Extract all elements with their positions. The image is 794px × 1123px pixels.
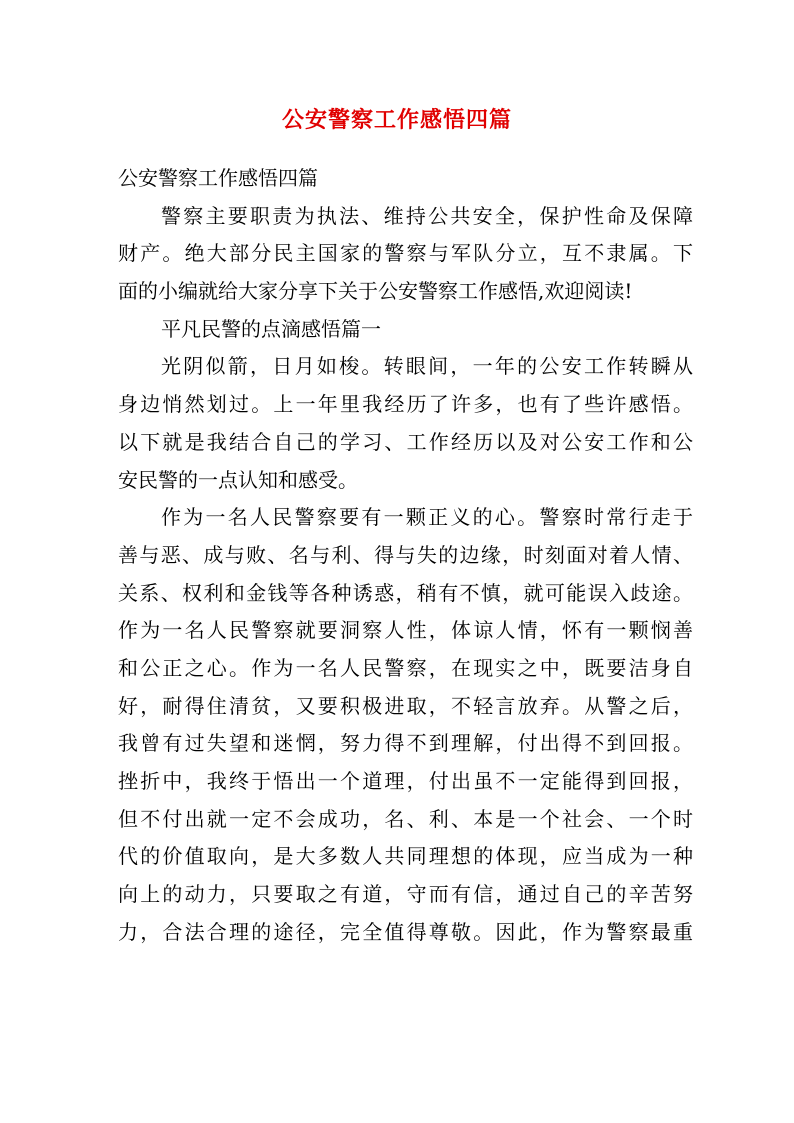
text-line: 好，耐得住清贫，又要积极进取，不轻言放弃。从警之后，: [118, 693, 693, 718]
text-line: 代的价值取向，是大多数人共同理想的体现，应当成为一种: [118, 844, 693, 869]
text-line: 向上的动力，只要取之有道，守而有信，通过自己的辛苦努: [118, 882, 693, 907]
text-line: 关系、权利和金钱等各种诱惑，稍有不慎，就可能误入歧途。: [118, 580, 693, 605]
text-line: 财产。绝大部分民主国家的警察与军队分立，互不隶属。下: [118, 241, 693, 266]
text-line: 善与恶、成与败、名与利、得与失的边缘，时刻面对着人情、: [118, 542, 693, 567]
text-line: 身边悄然划过。上一年里我经历了许多，也有了些许感悟。: [118, 392, 693, 417]
subtitle-line: 公安警察工作感悟四篇: [118, 166, 318, 190]
text-line: 力，合法合理的途径，完全值得尊敬。因此，作为警察最重: [118, 919, 693, 944]
text-line: 和公正之心。作为一名人民警察，在现实之中，既要洁身自: [118, 655, 693, 680]
text-line: 光阴似箭，日月如梭。转眼间，一年的公安工作转瞬从: [161, 354, 693, 379]
text-line: 面的小编就给大家分享下关于公安警察工作感悟,欢迎阅读!: [118, 279, 633, 304]
document-title: 公安警察工作感悟四篇: [281, 107, 512, 133]
text-line: 挫折中，我终于悟出一个道理，付出虽不一定能得到回报，: [118, 769, 693, 793]
text-line: 安民警的一点认知和感受。: [118, 467, 358, 492]
text-line: 作为一名人民警察就要洞察人性，体谅人情，怀有一颗悯善: [118, 618, 693, 643]
text-line: 以下就是我结合自己的学习、工作经历以及对公安工作和公: [118, 429, 693, 454]
text-line: 我曾有过失望和迷惘，努力得不到理解，付出得不到回报。: [118, 731, 693, 756]
document-body: [118, 160, 693, 951]
text-line: 作为一名人民警察要有一颗正义的心。警察时常行走于: [161, 505, 693, 530]
text-line: 但不付出就一定不会成功，名、利、本是一个社会、一个时: [118, 806, 693, 831]
section-heading: 平凡民警的点滴感悟篇一: [161, 316, 381, 341]
text-line: 警察主要职责为执法、维持公共安全，保护性命及保障: [161, 203, 693, 228]
